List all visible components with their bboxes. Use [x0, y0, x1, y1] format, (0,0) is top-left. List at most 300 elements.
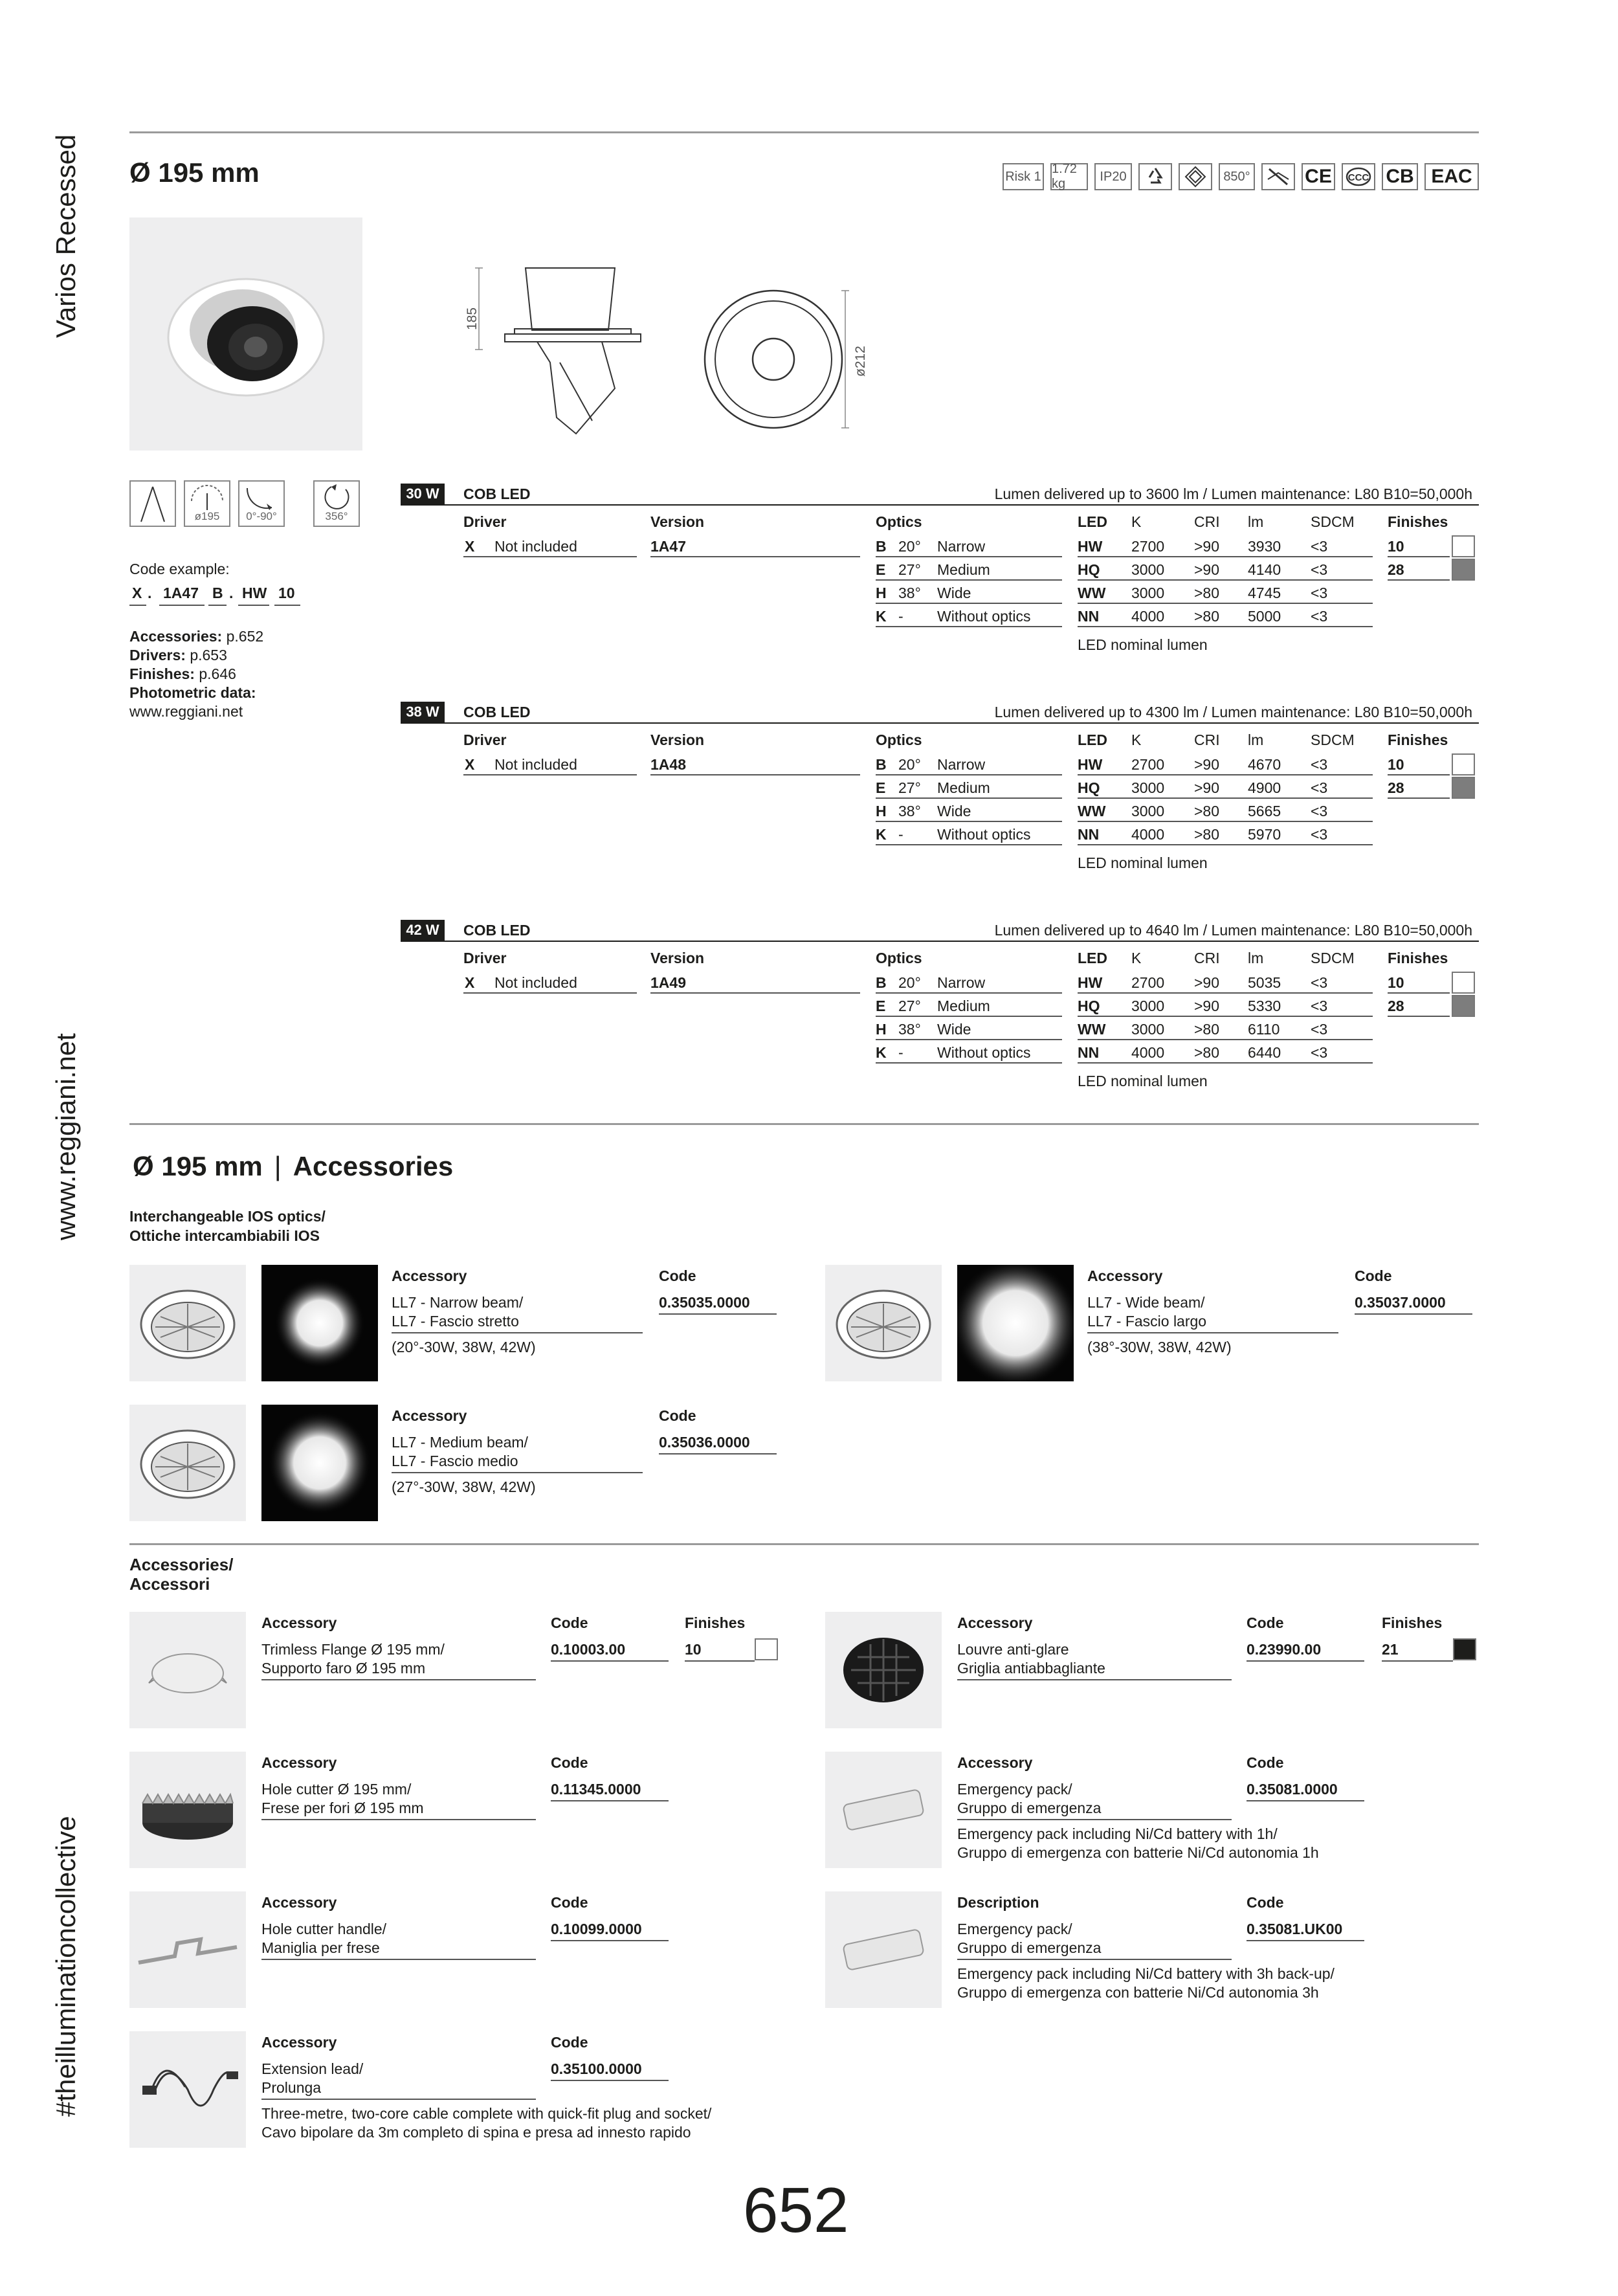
optic-name: Narrow: [937, 538, 986, 555]
accessory-name-it: Frese per fori Ø 195 mm: [261, 1800, 424, 1816]
code-underline: [1355, 1313, 1472, 1315]
col-finishes: Finishes: [685, 1614, 746, 1631]
finish-swatch: [1452, 559, 1475, 581]
optic-name: Without optics: [937, 1044, 1031, 1061]
diameter-dimension: ø212: [853, 346, 868, 377]
led-lm: 5000: [1248, 608, 1281, 625]
version-code: 1A47: [650, 538, 686, 555]
col-header: SDCM: [1311, 513, 1355, 530]
accessory-code: 0.35036.0000: [659, 1434, 750, 1451]
finish-swatch: [1452, 777, 1475, 799]
col-accessory: Accessory: [261, 1754, 337, 1771]
col-header: Version: [650, 513, 705, 530]
ios-title: Interchangeable IOS optics/ Ottiche intercambiabili IOS: [129, 1208, 326, 1244]
col-code: Code: [659, 1407, 696, 1424]
led-underline: [1078, 1016, 1373, 1017]
led-underline: [1078, 556, 1373, 557]
side-label-bottom: #theilluminationcollective: [50, 1816, 81, 2117]
led-k: 3000: [1131, 1021, 1165, 1038]
accessories-title: Ø 195 mm | Accessories: [133, 1151, 454, 1181]
optic-code: K: [876, 1044, 887, 1061]
col-header: LED: [1078, 950, 1107, 966]
led-code: HQ: [1078, 779, 1100, 796]
col-header: SDCM: [1311, 731, 1355, 748]
led-cri: >80: [1194, 803, 1220, 819]
led-sdcm: <3: [1311, 803, 1328, 819]
code-example-label: Code example:: [129, 561, 230, 577]
accessory-name-it: Prolunga: [261, 2079, 322, 2096]
finish-code: 28: [1388, 779, 1404, 796]
finish-code: 10: [1388, 538, 1404, 555]
led-k: 4000: [1131, 1044, 1165, 1061]
finish-underline: [1388, 992, 1450, 994]
led-code: WW: [1078, 1021, 1106, 1038]
led-lm: 4670: [1248, 756, 1281, 773]
led-cri: >80: [1194, 826, 1220, 843]
led-underline: [1078, 579, 1373, 581]
side-label-top: Varios Recessed: [50, 134, 81, 338]
mid-rule: [129, 1123, 1479, 1125]
led-code: HW: [1078, 538, 1103, 555]
beam-photo: [261, 1405, 378, 1521]
led-lm: 5330: [1248, 998, 1281, 1014]
finish-swatch: [1452, 972, 1475, 994]
accessory-photo: [825, 1891, 942, 2008]
accessory-note: (38°-30W, 38W, 42W): [1087, 1339, 1232, 1355]
accessory-name-it: Maniglia per frese: [261, 1939, 380, 1956]
led-underline: [1078, 603, 1373, 604]
name-underline: [957, 1819, 1232, 1820]
col-header: CRI: [1194, 950, 1220, 966]
led-k: 4000: [1131, 608, 1165, 625]
col-code: Code: [551, 1894, 588, 1911]
led-cri: >80: [1194, 585, 1220, 601]
header-rule: [401, 504, 1479, 506]
cutout-icon: ø195: [184, 480, 230, 527]
header-rule: [401, 722, 1479, 724]
col-accessory: Accessory: [261, 1894, 337, 1911]
optic-underline: [876, 1039, 1062, 1040]
col-code: Code: [551, 2034, 588, 2051]
led-underline: [1078, 844, 1373, 845]
col-accessory: Accessory: [957, 1754, 1033, 1771]
finish-swatch: [1453, 1638, 1476, 1660]
risk-badge: Risk 1: [1003, 163, 1044, 190]
name-underline: [392, 1472, 643, 1473]
code-underline: [551, 2080, 669, 2081]
col-header: Driver: [463, 513, 507, 530]
accessory-photo: [129, 1752, 246, 1868]
led-cri: >80: [1194, 1044, 1220, 1061]
accessory-name: Hole cutter Ø 195 mm/: [261, 1781, 412, 1798]
optic-angle: -: [898, 608, 903, 625]
led-underline: [1078, 1062, 1373, 1064]
finish-code: 28: [1388, 561, 1404, 578]
accessory-code: 0.10003.00: [551, 1641, 626, 1658]
led-lm: 5035: [1248, 974, 1281, 991]
optic-photo: [129, 1265, 246, 1381]
optic-name: Wide: [937, 803, 971, 819]
col-header: K: [1131, 513, 1142, 530]
driver-label: Not included: [494, 538, 577, 555]
finish-code: 10: [1388, 756, 1404, 773]
led-k: 3000: [1131, 585, 1165, 601]
led-lm: 5665: [1248, 803, 1281, 819]
led-underline: [1078, 774, 1373, 775]
optic-underline: [876, 1062, 1062, 1064]
led-note: LED nominal lumen: [1078, 1073, 1208, 1089]
glow-wire-badge: 850°: [1219, 163, 1255, 190]
product-photo: [129, 217, 362, 451]
col-header: Driver: [463, 731, 507, 748]
accessory-photo: [129, 1891, 246, 2008]
accessory-photo: [825, 1752, 942, 1868]
accessory-note: Emergency pack including Ni/Cd battery with 3h back-up/: [957, 1965, 1335, 1982]
accessory-name: LL7 - Medium beam/: [392, 1434, 528, 1451]
accessory-note-it: Gruppo di emergenza con batterie Ni/Cd autonomia 1h: [957, 1844, 1319, 1861]
accessory-note: (20°-30W, 38W, 42W): [392, 1339, 536, 1355]
ce-mark: CE: [1302, 163, 1335, 190]
led-k: 3000: [1131, 561, 1165, 578]
code-underline: [1247, 1660, 1364, 1662]
accessory-note-it: Cavo bipolare da 3m completo di spina e presa ad innesto rapido: [261, 2124, 691, 2141]
accessory-photo: [825, 1612, 942, 1728]
led-sdcm: <3: [1311, 756, 1328, 773]
led-lm: 4900: [1248, 779, 1281, 796]
col-header: Driver: [463, 950, 507, 966]
led-cri: >90: [1194, 756, 1220, 773]
optic-angle: 20°: [898, 756, 921, 773]
led-sdcm: <3: [1311, 826, 1328, 843]
lumen-info: Lumen delivered up to 3600 lm / Lumen maintenance: L80 B10=50,000h: [994, 485, 1472, 502]
name-underline: [261, 1679, 536, 1680]
led-code: HQ: [1078, 998, 1100, 1014]
watt-badge: 38 W: [401, 702, 445, 722]
col-code: Code: [1247, 1754, 1284, 1771]
accessory-code: 0.35081.UK00: [1247, 1921, 1343, 1937]
accessory-code: 0.35100.0000: [551, 2060, 642, 2077]
optic-name: Wide: [937, 585, 971, 601]
optic-code: H: [876, 1021, 887, 1038]
accessory-name-it: LL7 - Fascio stretto: [392, 1313, 519, 1330]
col-header: LED: [1078, 731, 1107, 748]
accessory-name-it: LL7 - Fascio medio: [392, 1453, 518, 1469]
col-header: LED: [1078, 513, 1107, 530]
optic-angle: 27°: [898, 779, 921, 796]
led-code: WW: [1078, 585, 1106, 601]
lumen-info: Lumen delivered up to 4300 lm / Lumen maintenance: L80 B10=50,000h: [994, 704, 1472, 720]
accessory-note: (27°-30W, 38W, 42W): [392, 1478, 536, 1495]
driver-label: Not included: [494, 756, 577, 773]
col-accessory: Accessory: [957, 1614, 1033, 1631]
header-rule: [401, 941, 1479, 942]
code-underline: [551, 1660, 669, 1662]
accessory-name: Hole cutter handle/: [261, 1921, 387, 1937]
beam-photo: [261, 1265, 378, 1381]
driver-underline: [463, 992, 637, 994]
cb-mark: CB: [1382, 163, 1418, 190]
no-cover-icon: [1261, 163, 1295, 190]
optic-angle: -: [898, 826, 903, 843]
name-underline: [957, 1679, 1232, 1680]
led-code: HW: [1078, 974, 1103, 991]
optic-code: K: [876, 826, 887, 843]
optic-underline: [876, 626, 1062, 627]
col-accessory: Accessory: [1087, 1267, 1163, 1284]
optic-name: Medium: [937, 779, 990, 796]
code-underline: [659, 1453, 777, 1455]
optic-underline: [876, 844, 1062, 845]
led-code: HQ: [1078, 561, 1100, 578]
optic-code: B: [876, 974, 887, 991]
led-k: 3000: [1131, 779, 1165, 796]
version-code: 1A49: [650, 974, 686, 991]
version-underline: [650, 774, 860, 775]
finish-underline: [1388, 579, 1450, 581]
led-cri: >90: [1194, 538, 1220, 555]
col-header: Version: [650, 731, 705, 748]
height-dimension: 185: [465, 307, 480, 330]
optic-name: Medium: [937, 998, 990, 1014]
col-header: Finishes: [1388, 950, 1448, 966]
col-header: Optics: [876, 513, 922, 530]
accessory-code: 0.23990.00: [1247, 1641, 1322, 1658]
finish-underline: [1388, 1016, 1450, 1017]
top-rule: [129, 131, 1479, 133]
driver-label: Not included: [494, 974, 577, 991]
optic-code: E: [876, 779, 886, 796]
lumen-info: Lumen delivered up to 4640 lm / Lumen maintenance: L80 B10=50,000h: [994, 922, 1472, 939]
led-k: 2700: [1131, 538, 1165, 555]
col-header: lm: [1248, 950, 1264, 966]
optic-name: Medium: [937, 561, 990, 578]
col-code: Code: [1355, 1267, 1392, 1284]
ccc-icon: [1342, 163, 1375, 190]
accessory-name: Trimless Flange Ø 195 mm/: [261, 1641, 445, 1658]
led-type: COB LED: [463, 485, 531, 502]
finish-code: 21: [1382, 1641, 1399, 1658]
class-iii-icon: [1179, 163, 1212, 190]
eac-mark: EAC: [1424, 163, 1479, 190]
side-label-middle: www.reggiani.net: [50, 1033, 81, 1240]
led-type: COB LED: [463, 704, 531, 720]
led-note: LED nominal lumen: [1078, 854, 1208, 871]
col-description: Description: [957, 1894, 1039, 1911]
optic-name: Without optics: [937, 608, 1031, 625]
accessories-list-title: Accessories/ Accessori: [129, 1555, 234, 1594]
optic-name: Wide: [937, 1021, 971, 1038]
finish-swatch: [755, 1638, 778, 1660]
col-accessory: Accessory: [261, 2034, 337, 2051]
col-finishes: Finishes: [1382, 1614, 1443, 1631]
col-header: lm: [1248, 731, 1264, 748]
ip-badge: IP20: [1094, 163, 1132, 190]
accessory-name: LL7 - Narrow beam/: [392, 1294, 524, 1311]
led-code: NN: [1078, 826, 1100, 843]
optic-underline: [876, 556, 1062, 557]
version-underline: [650, 556, 860, 557]
col-header: CRI: [1194, 513, 1220, 530]
product-title: Ø 195 mm: [129, 157, 260, 188]
col-header: SDCM: [1311, 950, 1355, 966]
led-sdcm: <3: [1311, 561, 1328, 578]
led-sdcm: <3: [1311, 1021, 1328, 1038]
weight-badge: 1.72 kg: [1050, 163, 1088, 190]
optic-angle: 27°: [898, 561, 921, 578]
optic-angle: 20°: [898, 974, 921, 991]
optic-code: H: [876, 803, 887, 819]
code-underline: [1247, 1800, 1364, 1801]
accessory-code: 0.35037.0000: [1355, 1294, 1446, 1311]
led-lm: 4140: [1248, 561, 1281, 578]
version-code: 1A48: [650, 756, 686, 773]
optic-underline: [876, 821, 1062, 822]
col-header: CRI: [1194, 731, 1220, 748]
code-underline: [1247, 1940, 1364, 1941]
finish-swatch: [1452, 535, 1475, 557]
name-underline: [261, 1819, 536, 1820]
optic-name: Without optics: [937, 826, 1031, 843]
name-underline: [957, 1959, 1232, 1960]
accessory-name: Louvre anti-glare: [957, 1641, 1069, 1658]
led-cri: >90: [1194, 779, 1220, 796]
optic-angle: 38°: [898, 803, 921, 819]
optic-photo: [129, 1405, 246, 1521]
led-underline: [1078, 797, 1373, 799]
code-underline: [659, 1313, 777, 1315]
optic-code: K: [876, 608, 887, 625]
optic-underline: [876, 797, 1062, 799]
accessory-name: Emergency pack/: [957, 1781, 1072, 1798]
led-code: WW: [1078, 803, 1106, 819]
led-sdcm: <3: [1311, 779, 1328, 796]
code-underline: [551, 1800, 669, 1801]
tilt-icon: 0°-90°: [238, 480, 285, 527]
version-underline: [650, 992, 860, 994]
driver-code: X: [465, 756, 475, 773]
driver-code: X: [465, 974, 475, 991]
beam-photo: [957, 1265, 1074, 1381]
side-drawing: [453, 259, 660, 447]
led-lm: 3930: [1248, 538, 1281, 555]
accessory-name: Extension lead/: [261, 2060, 364, 2077]
led-type: COB LED: [463, 922, 531, 939]
optic-name: Narrow: [937, 756, 986, 773]
optic-underline: [876, 579, 1062, 581]
col-header: Optics: [876, 950, 922, 966]
name-underline: [261, 1959, 536, 1960]
accessory-photo: [129, 1612, 246, 1728]
watt-badge: 30 W: [401, 484, 445, 504]
led-underline: [1078, 1039, 1373, 1040]
driver-underline: [463, 774, 637, 775]
accessory-code: 0.11345.0000: [551, 1781, 641, 1798]
accessory-note-it: Gruppo di emergenza con batterie Ni/Cd autonomia 3h: [957, 1984, 1319, 2001]
led-code: NN: [1078, 608, 1100, 625]
led-k: 2700: [1131, 974, 1165, 991]
optic-underline: [876, 774, 1062, 775]
accessory-note: Emergency pack including Ni/Cd battery with 1h/: [957, 1825, 1278, 1842]
accessory-name-it: Griglia antiabbagliante: [957, 1660, 1105, 1677]
rotate-icon: 356°: [313, 480, 360, 527]
optic-code: B: [876, 538, 887, 555]
led-cri: >90: [1194, 998, 1220, 1014]
watt-badge: 42 W: [401, 920, 445, 941]
optic-underline: [876, 992, 1062, 994]
accessories-rule: [129, 1543, 1479, 1545]
code-underline: [551, 1940, 669, 1941]
col-header: Optics: [876, 731, 922, 748]
led-k: 4000: [1131, 826, 1165, 843]
col-header: Finishes: [1388, 731, 1448, 748]
col-header: K: [1131, 950, 1142, 966]
led-sdcm: <3: [1311, 998, 1328, 1014]
optic-angle: -: [898, 1044, 903, 1061]
accessory-name-it: LL7 - Fascio largo: [1087, 1313, 1207, 1330]
led-sdcm: <3: [1311, 1044, 1328, 1061]
beam-icon: [129, 480, 176, 527]
col-code: Code: [551, 1614, 588, 1631]
accessory-name: LL7 - Wide beam/: [1087, 1294, 1205, 1311]
led-underline: [1078, 992, 1373, 994]
optic-angle: 27°: [898, 998, 921, 1014]
col-code: Code: [1247, 1894, 1284, 1911]
name-underline: [261, 2099, 536, 2100]
finish-underline: [1382, 1660, 1453, 1662]
finish-underline: [1388, 774, 1450, 775]
finish-code: 10: [1388, 974, 1404, 991]
led-cri: >80: [1194, 1021, 1220, 1038]
accessory-name-it: Gruppo di emergenza: [957, 1939, 1102, 1956]
website-link[interactable]: www.reggiani.net: [129, 703, 243, 720]
finish-code: 10: [685, 1641, 702, 1658]
accessory-code: 0.10099.0000: [551, 1921, 642, 1937]
name-underline: [1087, 1332, 1338, 1333]
col-header: K: [1131, 731, 1142, 748]
col-accessory: Accessory: [392, 1407, 467, 1424]
led-k: 3000: [1131, 803, 1165, 819]
optic-photo: [825, 1265, 942, 1381]
optic-code: E: [876, 998, 886, 1014]
accessory-code: 0.35081.0000: [1247, 1781, 1338, 1798]
col-code: Code: [659, 1267, 696, 1284]
col-accessory: Accessory: [261, 1614, 337, 1631]
accessory-name: Emergency pack/: [957, 1921, 1072, 1937]
finish-swatch: [1452, 995, 1475, 1017]
led-cri: >90: [1194, 561, 1220, 578]
finish-underline: [1388, 797, 1450, 799]
led-lm: 6440: [1248, 1044, 1281, 1061]
led-sdcm: <3: [1311, 974, 1328, 991]
led-lm: 6110: [1248, 1021, 1280, 1038]
finish-swatch: [1452, 753, 1475, 775]
finish-underline: [1388, 556, 1450, 557]
optic-code: B: [876, 756, 887, 773]
led-underline: [1078, 821, 1373, 822]
led-sdcm: <3: [1311, 538, 1328, 555]
optic-underline: [876, 1016, 1062, 1017]
col-header: lm: [1248, 513, 1264, 530]
driver-underline: [463, 556, 637, 557]
led-k: 3000: [1131, 998, 1165, 1014]
led-sdcm: <3: [1311, 585, 1328, 601]
led-note: LED nominal lumen: [1078, 636, 1208, 653]
name-underline: [392, 1332, 643, 1333]
accessory-name-it: Supporto faro Ø 195 mm: [261, 1660, 426, 1677]
col-accessory: Accessory: [392, 1267, 467, 1284]
accessory-code: 0.35035.0000: [659, 1294, 750, 1311]
optic-code: E: [876, 561, 886, 578]
